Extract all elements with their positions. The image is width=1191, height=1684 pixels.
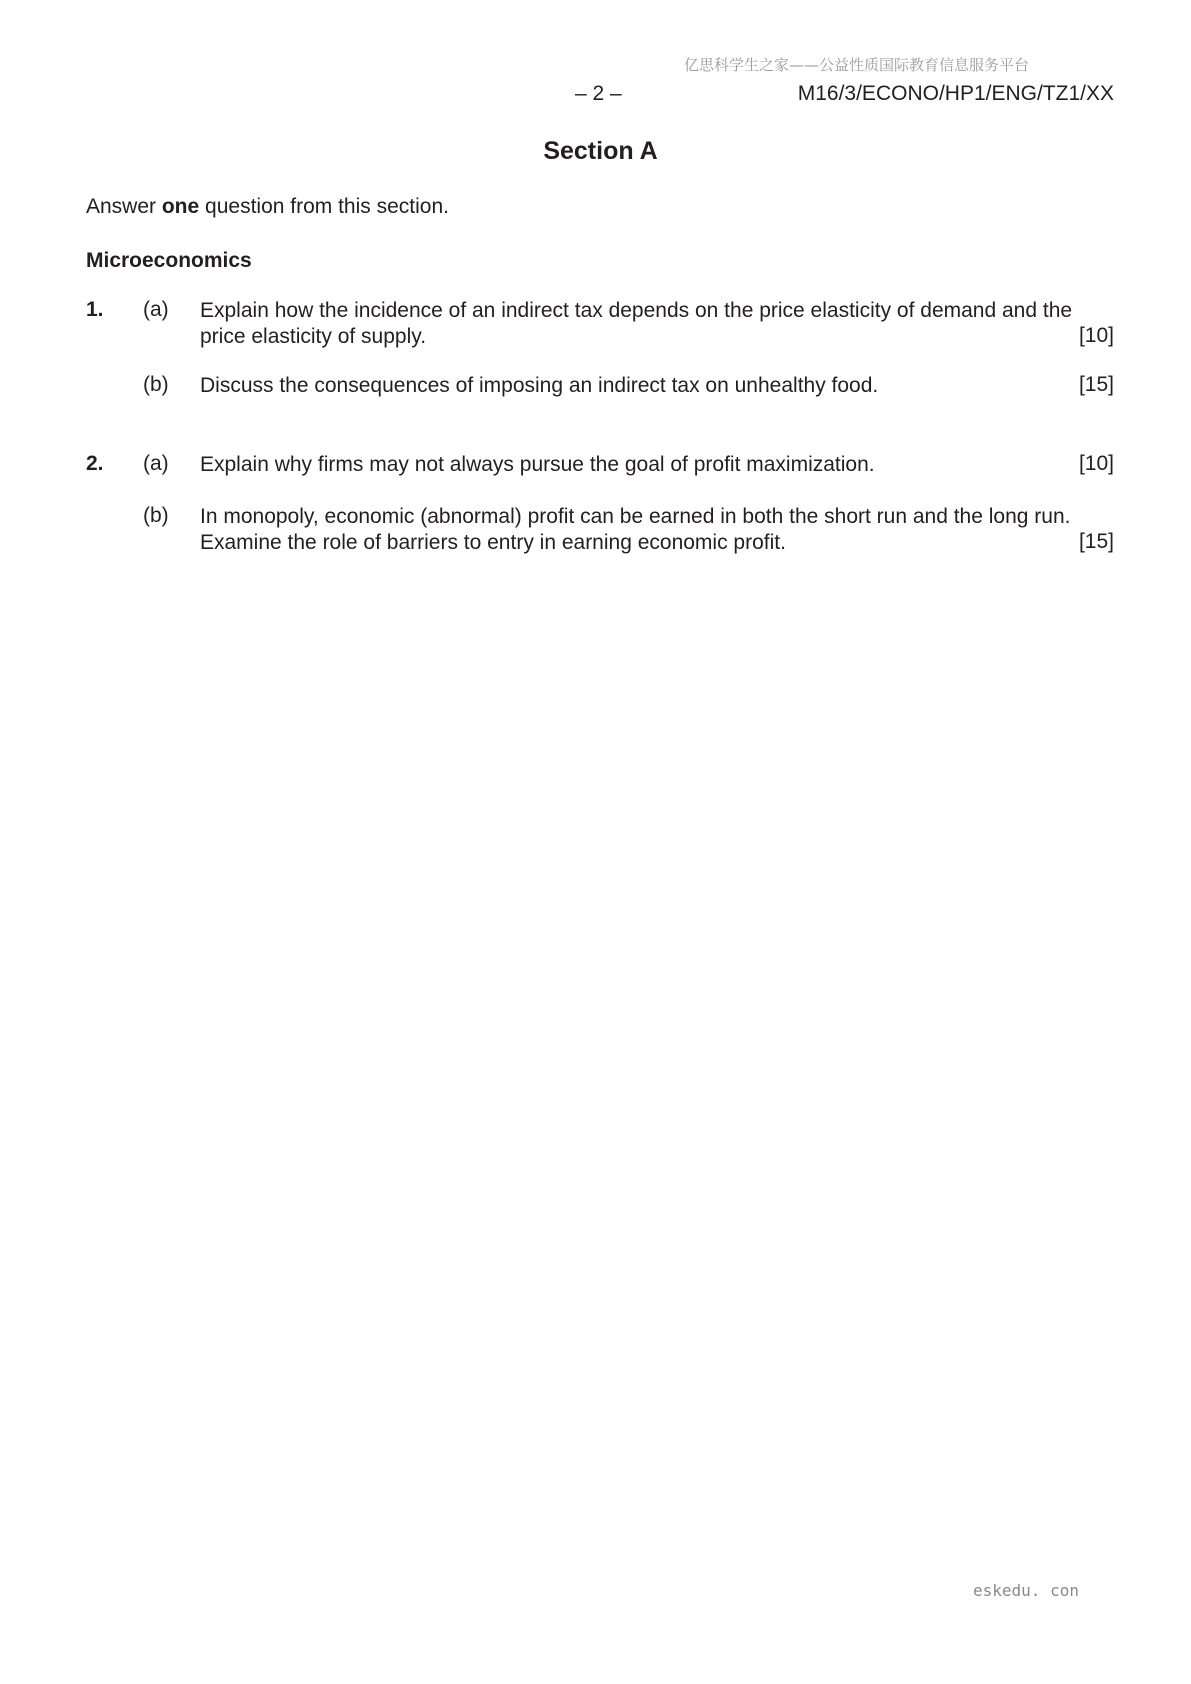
part-marks: [15]: [1078, 373, 1114, 396]
header-watermark: 亿思科学生之家——公益性质国际教育信息服务平台: [684, 56, 1030, 74]
part-marks: [10]: [1078, 324, 1114, 347]
instruction-prefix: Answer: [86, 195, 162, 218]
footer-watermark: eskedu. con: [973, 1581, 1079, 1600]
part-label: (b): [143, 504, 169, 527]
part-text: In monopoly, economic (abnormal) profit can be earned in both the short run and the long run. Examine the role of barriers to entry in earning economic profit.: [200, 505, 1071, 554]
question-number: 1.: [86, 298, 104, 321]
part-label: (a): [143, 452, 169, 475]
part-text: Explain why firms may not always pursue the goal of profit maximization.: [200, 453, 875, 476]
part-label: (b): [143, 373, 169, 396]
part-marks: [15]: [1078, 530, 1114, 553]
instruction-suffix: question from this section.: [199, 195, 449, 218]
paper-code: M16/3/ECONO/HP1/ENG/TZ1/XX: [797, 82, 1114, 105]
question-number: 2.: [86, 452, 104, 475]
subject-heading: Microeconomics: [86, 249, 252, 272]
instruction: [86, 195, 449, 219]
instruction-emphasis: one: [161, 195, 200, 218]
part-label: (a): [143, 298, 169, 321]
section-title: Section A: [543, 137, 658, 165]
page-number: – 2 –: [575, 82, 622, 105]
part-text: Explain how the incidence of an indirect tax depends on the price elasticity of demand and the price elasticity of supply.: [200, 299, 1073, 348]
part-marks: [10]: [1078, 452, 1114, 475]
part-text: Discuss the consequences of imposing an indirect tax on unhealthy food.: [200, 374, 879, 397]
